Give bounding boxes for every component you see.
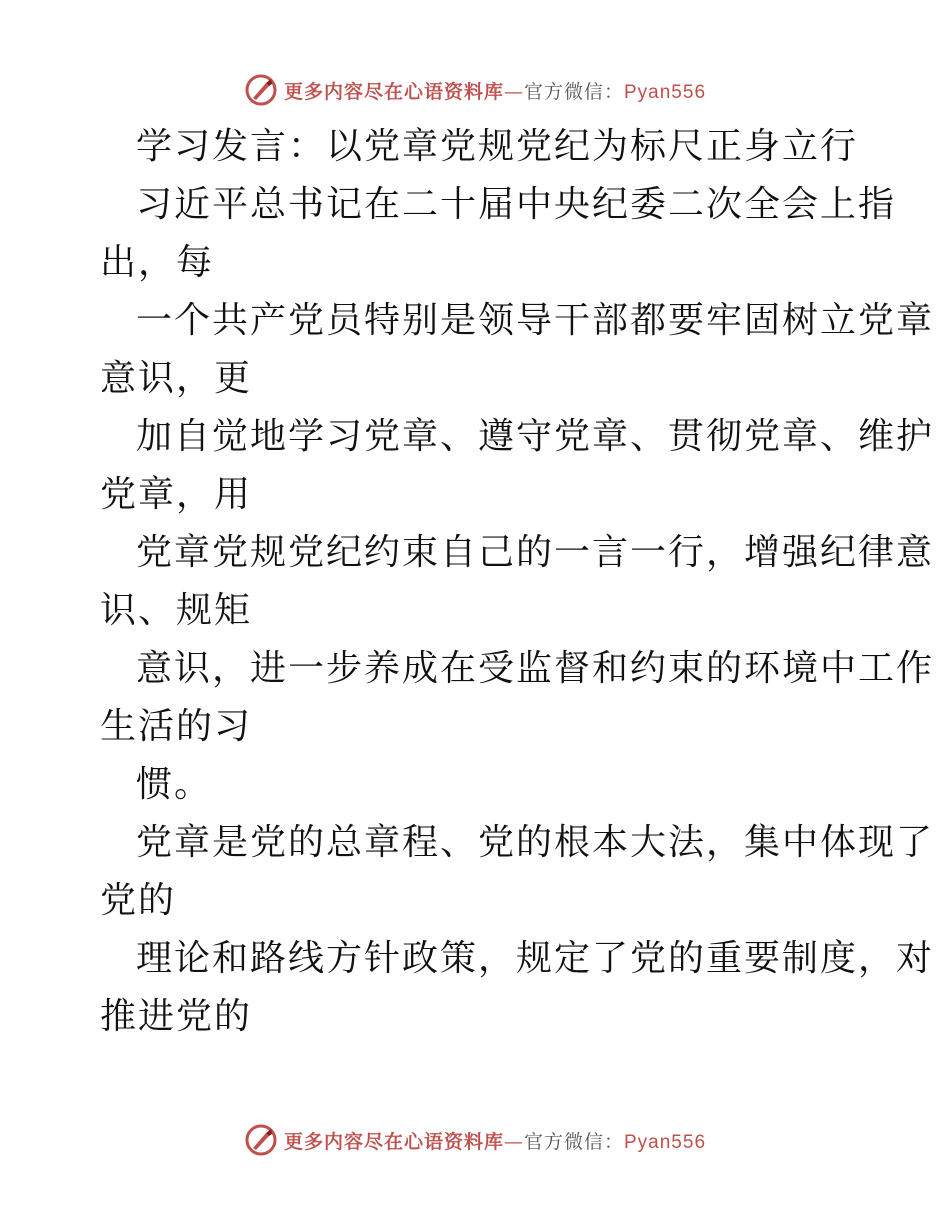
footer-banner [0,1120,950,1160]
paragraph-line: 识、规矩 [100,590,253,631]
paragraph-line: 一个共产党员特别是领导干部都要牢固树立党章 [136,300,935,341]
header-separator: — [503,80,524,103]
paragraph-line: 意识，进一步养成在受监督和约束的环境中工作 [136,648,935,689]
header-banner [0,70,950,110]
footer-separator: — [503,1130,524,1153]
footer-wechat-label: 官方微信： [523,1130,624,1153]
paragraph-line: 推进党的 [100,996,253,1037]
paragraph-line: 生活的习 [100,706,253,747]
paragraph-line: 意识，更 [100,358,253,399]
paragraph-line: 出，每 [100,242,215,283]
paragraph-line: 加自觉地学习党章、遵守党章、贯彻党章、维护 [136,416,935,457]
header-wechat-label: 官方微信： [523,80,624,103]
paragraph-line: 党章党规党纪约束自己的一言一行，增强纪律意 [136,532,935,573]
paragraph-line: 习近平总书记在二十届中央纪委二次全会上指 [136,184,897,225]
paragraph-line: 党的 [100,880,177,921]
paragraph-line: 惯。 [136,764,213,805]
document-title: 学习发言：以党章党规党纪为标尺正身立行 [136,126,859,167]
pen-logo-icon [244,73,278,107]
paragraph-line: 理论和路线方针政策，规定了党的重要制度，对 [136,938,935,979]
footer-site-name: 更多内容尽在心语资料库 [283,1130,504,1153]
header-wechat-id: Pyan556 [624,81,707,103]
paragraph-line: 党章是党的总章程、党的根本大法，集中体现了 [136,822,935,863]
footer-wechat-id: Pyan556 [624,1131,707,1153]
paragraph-line: 党章，用 [100,474,253,515]
pen-logo-icon [244,1123,278,1157]
document-body [100,118,935,1046]
header-site-name: 更多内容尽在心语资料库 [283,80,504,103]
